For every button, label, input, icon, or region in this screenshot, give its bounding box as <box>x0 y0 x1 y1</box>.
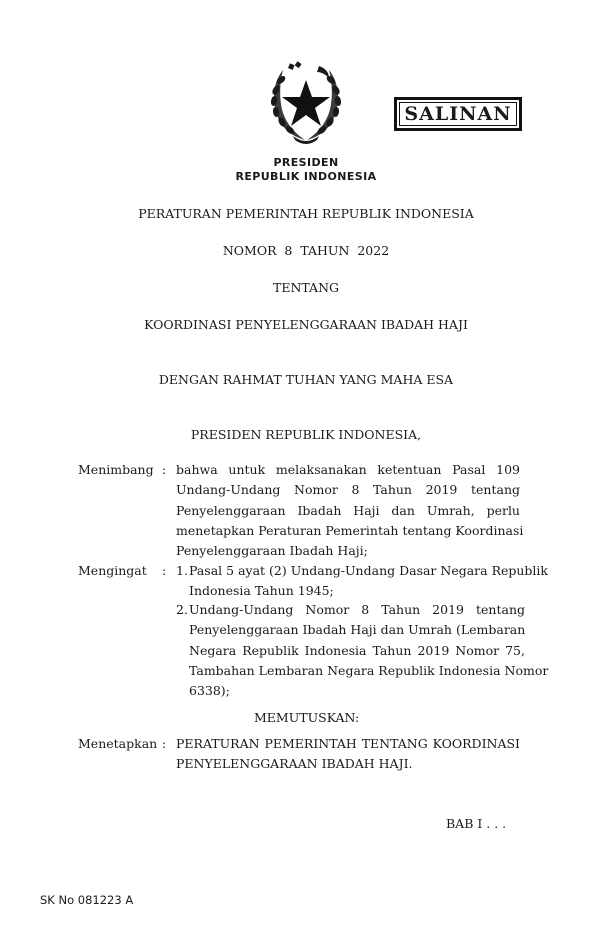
menimbang-paragraph <box>176 460 524 561</box>
mengingat-line: Tambahan Lembaran Negara Republik Indonesia Nomor <box>189 662 549 678</box>
next-page-marker: BAB I . . . <box>446 816 507 831</box>
mengingat-line: Negara Republik Indonesia Tahun 2019 Nomor 75, <box>189 642 525 658</box>
mengingat-line: Pasal 5 ayat (2) Undang-Undang Dasar Negara Republik <box>189 563 549 578</box>
menimbang-line: Undang-Undang Nomor 8 Tahun 2019 tentang <box>176 482 520 498</box>
menetapkan-colon: : <box>162 736 167 751</box>
memutuskan-heading: MEMUTUSKAN: <box>254 710 360 725</box>
menetapkan-label: Menetapkan <box>78 736 158 751</box>
menimbang-line: Penyelenggaraan Ibadah Haji; <box>176 543 368 559</box>
mengingat-line: Penyelenggaraan Ibadah Haji dan Umrah (Lembaran <box>189 622 526 638</box>
regulation-subject: KOORDINASI PENYELENGGARAAN IBADAH HAJI <box>144 317 468 332</box>
mengingat-line: Indonesia Tahun 1945; <box>189 583 334 599</box>
menetapkan-line: PERATURAN PEMERINTAH TENTANG KOORDINASI <box>176 736 520 751</box>
presidential-emblem-icon <box>263 60 349 146</box>
blessing-line: DENGAN RAHMAT TUHAN YANG MAHA ESA <box>158 372 454 387</box>
menimbang-label: Menimbang <box>78 462 154 477</box>
sk-number: SK No 081223 A <box>40 893 134 907</box>
mengingat-colon: : <box>162 563 167 578</box>
tentang-heading: TENTANG <box>272 280 339 295</box>
header-republik-indonesia: REPUBLIK INDONESIA <box>235 170 377 183</box>
menetapkan-line: PENYELENGGARAAN IBADAH HAJI. <box>176 756 413 772</box>
regulation-title: PERATURAN PEMERINTAH REPUBLIK INDONESIA <box>138 206 474 221</box>
menimbang-line: Penyelenggaraan Ibadah Haji dan Umrah, perlu <box>176 502 520 518</box>
header-presiden: PRESIDEN <box>273 156 339 169</box>
mengingat-label: Mengingat <box>78 563 147 578</box>
menimbang-line: bahwa untuk melaksanakan ketentuan Pasal 109 <box>176 462 520 477</box>
regulation-number: NOMOR 8 TAHUN 2022 <box>222 243 390 258</box>
menetapkan-paragraph <box>176 734 520 775</box>
list-number: 2. <box>176 602 188 617</box>
list-number: 1. <box>176 563 188 578</box>
salinan-stamp <box>394 97 522 131</box>
mengingat-line: 6338); <box>189 683 230 699</box>
menimbang-colon: : <box>162 462 167 477</box>
mengingat-item-1 <box>176 561 549 602</box>
menimbang-line: menetapkan Peraturan Pemerintah tentang Koordinasi <box>176 522 524 538</box>
president-line: PRESIDEN REPUBLIK INDONESIA, <box>190 427 422 442</box>
salinan-stamp-text: SALINAN <box>404 103 512 125</box>
mengingat-line: Undang-Undang Nomor 8 Tahun 2019 tentang <box>189 602 525 617</box>
mengingat-item-2 <box>176 600 549 702</box>
